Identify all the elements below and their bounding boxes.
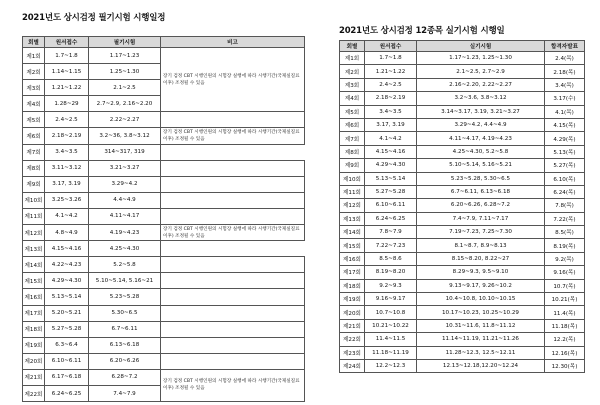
left-header-0: 회별 xyxy=(23,37,45,48)
table-row xyxy=(340,65,585,78)
application-cell: 8.5~8.6 xyxy=(365,252,417,265)
round-cell: 제21회 xyxy=(340,319,365,332)
remark-cell xyxy=(161,176,305,192)
application-cell: 5.13~5.14 xyxy=(45,289,89,305)
table-row xyxy=(340,279,585,292)
exam-date-cell: 5.23~5.28, 5.30~6.5 xyxy=(417,172,545,185)
table-row xyxy=(23,353,305,369)
exam-date-cell: 7.4~7.9, 7.11~7.17 xyxy=(417,212,545,225)
round-cell: 제11회 xyxy=(340,185,365,198)
result-date-cell: 4.15(목) xyxy=(545,118,585,131)
application-cell: 4.1~4.2 xyxy=(45,208,89,224)
round-cell: 제5회 xyxy=(23,112,45,128)
exam-date-cell: 10.31~11.6, 11.8~11.12 xyxy=(417,319,545,332)
table-row xyxy=(340,118,585,131)
exam-date-cell: 8.29~9.3, 9.5~9.10 xyxy=(417,266,545,279)
round-cell: 제13회 xyxy=(340,212,365,225)
remark-cell: 장기 검정 CBT 시행인원의 시험장 실행에 따라 시행기간(국제실질료 이후) 조정될 수 있음 xyxy=(161,48,305,112)
result-date-cell: 5.13(목) xyxy=(545,145,585,158)
exam-date-cell: 10.4~10.8, 10.10~10.15 xyxy=(417,293,545,306)
exam-date-cell: 7.4~7.9 xyxy=(89,385,161,401)
exam-date-cell: 8.1~8.7, 8.9~8.13 xyxy=(417,239,545,252)
round-cell: 제18회 xyxy=(340,279,365,292)
exam-date-cell: 4.25~4.30 xyxy=(89,241,161,257)
table-row xyxy=(340,159,585,172)
exam-date-cell: 1.17~1.23, 1.25~1.30 xyxy=(417,52,545,65)
table-row xyxy=(23,176,305,192)
table-row xyxy=(340,172,585,185)
practical-exam-schedule-table xyxy=(339,40,585,373)
round-cell: 제1회 xyxy=(23,48,45,64)
exam-date-cell: 7.19~7.23, 7.25~7.30 xyxy=(417,226,545,239)
exam-date-cell: 3.2~3.6, 3.8~3.12 xyxy=(417,92,545,105)
exam-date-cell: 4.4~4.9 xyxy=(89,192,161,208)
application-cell: 4.15~4.16 xyxy=(45,241,89,257)
result-date-cell: 7.8(목) xyxy=(545,199,585,212)
table-row xyxy=(23,273,305,289)
exam-date-cell: 3.21~3.27 xyxy=(89,160,161,176)
exam-date-cell: 2.7~2.9, 2.16~2.20 xyxy=(89,96,161,112)
exam-date-cell: 6.28~7.2 xyxy=(89,369,161,385)
right-header-2: 실기시험 xyxy=(417,41,545,52)
round-cell: 제23회 xyxy=(340,346,365,359)
result-date-cell: 5.27(목) xyxy=(545,159,585,172)
round-cell: 제12회 xyxy=(340,199,365,212)
exam-date-cell: 8.15~8.20, 8.22~27 xyxy=(417,252,545,265)
round-cell: 제24회 xyxy=(340,359,365,372)
application-cell: 3.25~3.26 xyxy=(45,192,89,208)
application-cell: 6.17~6.18 xyxy=(45,369,89,385)
result-date-cell: 10.21(목) xyxy=(545,293,585,306)
result-date-cell: 12.2(목) xyxy=(545,333,585,346)
round-cell: 제10회 xyxy=(23,192,45,208)
application-cell: 6.10~6.11 xyxy=(365,199,417,212)
exam-date-cell: 3.14~3.17, 3.19, 3.21~3.27 xyxy=(417,105,545,118)
result-date-cell: 7.22(목) xyxy=(545,212,585,225)
round-cell: 제22회 xyxy=(23,385,45,401)
table-row xyxy=(340,226,585,239)
table-row xyxy=(340,185,585,198)
table-row xyxy=(340,252,585,265)
exam-date-cell: 1.25~1.30 xyxy=(89,64,161,80)
application-cell: 10.7~10.8 xyxy=(365,306,417,319)
remark-cell xyxy=(161,337,305,353)
exam-date-cell: 6.20~6.26, 6.28~7.2 xyxy=(417,199,545,212)
round-cell: 제17회 xyxy=(340,266,365,279)
result-date-cell: 2.4(목) xyxy=(545,52,585,65)
round-cell: 제10회 xyxy=(340,172,365,185)
application-cell: 1.28~29 xyxy=(45,96,89,112)
table-row xyxy=(23,128,305,144)
exam-date-cell: 11.14~11.19, 11.21~11.26 xyxy=(417,333,545,346)
round-cell: 제9회 xyxy=(340,159,365,172)
table-row xyxy=(340,319,585,332)
application-cell: 9.2~9.3 xyxy=(365,279,417,292)
round-cell: 제19회 xyxy=(23,337,45,353)
table-row xyxy=(23,160,305,176)
application-cell: 6.24~6.25 xyxy=(365,212,417,225)
application-cell: 9.16~9.17 xyxy=(365,293,417,306)
round-cell: 제2회 xyxy=(23,64,45,80)
left-header-1: 원서접수 xyxy=(45,37,89,48)
application-cell: 4.1~4.2 xyxy=(365,132,417,145)
exam-date-cell: 5.2~5.8 xyxy=(89,257,161,273)
result-date-cell: 3.4(목) xyxy=(545,78,585,91)
round-cell: 제15회 xyxy=(340,239,365,252)
remark-cell xyxy=(161,353,305,369)
table-row xyxy=(23,112,305,128)
application-cell: 5.20~5.21 xyxy=(45,305,89,321)
table-row xyxy=(340,212,585,225)
result-date-cell: 11.4(목) xyxy=(545,306,585,319)
application-cell: 1.21~1.22 xyxy=(45,80,89,96)
application-cell: 5.13~5.14 xyxy=(365,172,417,185)
application-cell: 1.7~1.8 xyxy=(365,52,417,65)
round-cell: 제12회 xyxy=(23,225,45,241)
round-cell: 제20회 xyxy=(23,353,45,369)
left-header-3: 비고 xyxy=(161,37,305,48)
table-row xyxy=(23,257,305,273)
table-row xyxy=(340,359,585,372)
exam-date-cell: 6.7~6.11, 6.13~6.18 xyxy=(417,185,545,198)
right-header-0: 회별 xyxy=(340,41,365,52)
exam-date-cell: 1.17~1.23 xyxy=(89,48,161,64)
round-cell: 제4회 xyxy=(23,96,45,112)
application-cell: 8.19~8.20 xyxy=(365,266,417,279)
exam-date-cell: 5.23~5.28 xyxy=(89,289,161,305)
table-row xyxy=(23,225,305,241)
table-row xyxy=(23,208,305,224)
table-row xyxy=(340,239,585,252)
application-cell: 3.4~3.5 xyxy=(365,105,417,118)
application-cell: 3.17, 3.19 xyxy=(365,118,417,131)
application-cell: 11.4~11.5 xyxy=(365,333,417,346)
exam-date-cell: 5.10~5.14, 5.16~21 xyxy=(89,273,161,289)
table-row xyxy=(23,337,305,353)
table-row xyxy=(23,289,305,305)
application-cell: 7.22~7.23 xyxy=(365,239,417,252)
application-cell: 7.8~7.9 xyxy=(365,226,417,239)
right-header-3: 합격자발표 xyxy=(545,41,585,52)
table-row xyxy=(340,266,585,279)
remark-cell: 장기 검정 CBT 시행인원의 시험장 실행에 따라 시행기간(국제실질료 이후) 조정될 수 있음 xyxy=(161,128,305,144)
remark-cell: 장기 검정 CBT 시행인원의 시험장 실행에 따라 시행기간(국제실질료 이후) 조정될 수 있음 xyxy=(161,369,305,401)
round-cell: 제8회 xyxy=(340,145,365,158)
round-cell: 제7회 xyxy=(340,132,365,145)
application-cell: 4.29~4.30 xyxy=(365,159,417,172)
round-cell: 제16회 xyxy=(340,252,365,265)
remark-cell xyxy=(161,257,305,273)
left-schedule-title: 2021년도 상시검정 필기시험 시행일정 xyxy=(22,13,166,23)
application-cell: 6.10~6.11 xyxy=(45,353,89,369)
round-cell: 제1회 xyxy=(340,52,365,65)
table-row xyxy=(340,52,585,65)
round-cell: 제7회 xyxy=(23,144,45,160)
result-date-cell: 4.1(목) xyxy=(545,105,585,118)
exam-date-cell: 6.7~6.11 xyxy=(89,321,161,337)
table-row xyxy=(340,333,585,346)
remark-cell xyxy=(161,112,305,128)
table-row xyxy=(340,293,585,306)
round-cell: 제15회 xyxy=(23,273,45,289)
round-cell: 제3회 xyxy=(340,78,365,91)
round-cell: 제20회 xyxy=(340,306,365,319)
application-cell: 11.18~11.19 xyxy=(365,346,417,359)
round-cell: 제3회 xyxy=(23,80,45,96)
remark-cell xyxy=(161,192,305,208)
result-date-cell: 4.29(목) xyxy=(545,132,585,145)
exam-date-cell: 5.10~5.14, 5.16~5.21 xyxy=(417,159,545,172)
application-cell: 12.2~12.3 xyxy=(365,359,417,372)
round-cell: 제6회 xyxy=(23,128,45,144)
application-cell: 3.17, 3.19 xyxy=(45,176,89,192)
application-cell: 2.4~2.5 xyxy=(365,78,417,91)
round-cell: 제9회 xyxy=(23,176,45,192)
result-date-cell: 12.16(목) xyxy=(545,346,585,359)
application-cell: 4.22~4.23 xyxy=(45,257,89,273)
application-cell: 6.24~6.25 xyxy=(45,385,89,401)
table-row xyxy=(340,105,585,118)
exam-date-cell: 4.11~4.17, 4.19~4.23 xyxy=(417,132,545,145)
table-row xyxy=(23,321,305,337)
result-date-cell: 9.2(목) xyxy=(545,252,585,265)
result-date-cell: 10.7(목) xyxy=(545,279,585,292)
table-row xyxy=(23,305,305,321)
exam-date-cell: 10.17~10.23, 10.25~10.29 xyxy=(417,306,545,319)
result-date-cell: 9.16(목) xyxy=(545,266,585,279)
remark-cell xyxy=(161,208,305,224)
application-cell: 4.8~4.9 xyxy=(45,225,89,241)
written-exam-schedule-table xyxy=(22,36,305,402)
application-cell: 2.18~2.19 xyxy=(45,128,89,144)
round-cell: 제16회 xyxy=(23,289,45,305)
round-cell: 제21회 xyxy=(23,369,45,385)
table-row xyxy=(340,145,585,158)
application-cell: 3.11~3.12 xyxy=(45,160,89,176)
round-cell: 제19회 xyxy=(340,293,365,306)
round-cell: 제14회 xyxy=(340,226,365,239)
exam-date-cell: 6.13~6.18 xyxy=(89,337,161,353)
table-row xyxy=(23,369,305,385)
right-schedule-title: 2021년도 상시검정 12종목 실기시험 시행일 xyxy=(339,26,505,36)
exam-date-cell: 11.28~12.3, 12.5~12.11 xyxy=(417,346,545,359)
result-date-cell: 6.10(목) xyxy=(545,172,585,185)
application-cell: 4.29~4.30 xyxy=(45,273,89,289)
round-cell: 제11회 xyxy=(23,208,45,224)
exam-date-cell: 4.11~4.17 xyxy=(89,208,161,224)
application-cell: 2.18~2.19 xyxy=(365,92,417,105)
result-date-cell: 2.18(목) xyxy=(545,65,585,78)
application-cell: 5.27~5.28 xyxy=(45,321,89,337)
round-cell: 제2회 xyxy=(340,65,365,78)
application-cell: 1.7~1.8 xyxy=(45,48,89,64)
exam-date-cell: 314~317, 319 xyxy=(89,144,161,160)
exam-date-cell: 3.29~4.2, 4.4~4.9 xyxy=(417,118,545,131)
round-cell: 제22회 xyxy=(340,333,365,346)
exam-date-cell: 5.30~6.5 xyxy=(89,305,161,321)
result-date-cell: 8.5(목) xyxy=(545,226,585,239)
table-row xyxy=(340,78,585,91)
result-date-cell: 8.19(목) xyxy=(545,239,585,252)
round-cell: 제6회 xyxy=(340,118,365,131)
round-cell: 제4회 xyxy=(340,92,365,105)
round-cell: 제14회 xyxy=(23,257,45,273)
remark-cell xyxy=(161,321,305,337)
left-header-2: 필기시험 xyxy=(89,37,161,48)
table-row xyxy=(340,306,585,319)
table-row xyxy=(23,241,305,257)
application-cell: 2.4~2.5 xyxy=(45,112,89,128)
exam-date-cell: 6.20~6.26 xyxy=(89,353,161,369)
result-date-cell: 11.18(목) xyxy=(545,319,585,332)
round-cell: 제8회 xyxy=(23,160,45,176)
application-cell: 1.21~1.22 xyxy=(365,65,417,78)
table-row xyxy=(340,92,585,105)
round-cell: 제18회 xyxy=(23,321,45,337)
remark-cell xyxy=(161,305,305,321)
table-row xyxy=(340,199,585,212)
exam-date-cell: 2.22~2.27 xyxy=(89,112,161,128)
application-cell: 4.15~4.16 xyxy=(365,145,417,158)
exam-date-cell: 3.2~36, 3.8~3.12 xyxy=(89,128,161,144)
application-cell: 10.21~10.22 xyxy=(365,319,417,332)
application-cell: 5.27~5.28 xyxy=(365,185,417,198)
right-header-1: 원서접수 xyxy=(365,41,417,52)
result-date-cell: 3.17(수) xyxy=(545,92,585,105)
exam-date-cell: 3.29~4.2 xyxy=(89,176,161,192)
table-row xyxy=(340,346,585,359)
exam-date-cell: 12.13~12.18,12.20~12.24 xyxy=(417,359,545,372)
table-row xyxy=(23,192,305,208)
exam-date-cell: 2.1~2.5, 2.7~2.9 xyxy=(417,65,545,78)
application-cell: 3.4~3.5 xyxy=(45,144,89,160)
exam-date-cell: 4.19~4.23 xyxy=(89,225,161,241)
exam-date-cell: 9.13~9.17, 9.26~10.2 xyxy=(417,279,545,292)
exam-date-cell: 2.16~2.20, 2.22~2.27 xyxy=(417,78,545,91)
result-date-cell: 12.30(목) xyxy=(545,359,585,372)
remark-cell: 장기 검정 CBT 시행인원의 시험장 실행에 따라 시행기간(국제실질료 이후) 조정될 수 있음 xyxy=(161,225,305,241)
application-cell: 6.3~6.4 xyxy=(45,337,89,353)
remark-cell xyxy=(161,273,305,289)
result-date-cell: 6.24(목) xyxy=(545,185,585,198)
remark-cell xyxy=(161,289,305,305)
table-row xyxy=(23,48,305,64)
table-row xyxy=(340,132,585,145)
exam-date-cell: 2.1~2.5 xyxy=(89,80,161,96)
remark-cell xyxy=(161,160,305,176)
table-row xyxy=(23,144,305,160)
round-cell: 제5회 xyxy=(340,105,365,118)
round-cell: 제17회 xyxy=(23,305,45,321)
exam-date-cell: 4.25~4.30, 5.2~5.8 xyxy=(417,145,545,158)
application-cell: 1.14~1.15 xyxy=(45,64,89,80)
round-cell: 제13회 xyxy=(23,241,45,257)
